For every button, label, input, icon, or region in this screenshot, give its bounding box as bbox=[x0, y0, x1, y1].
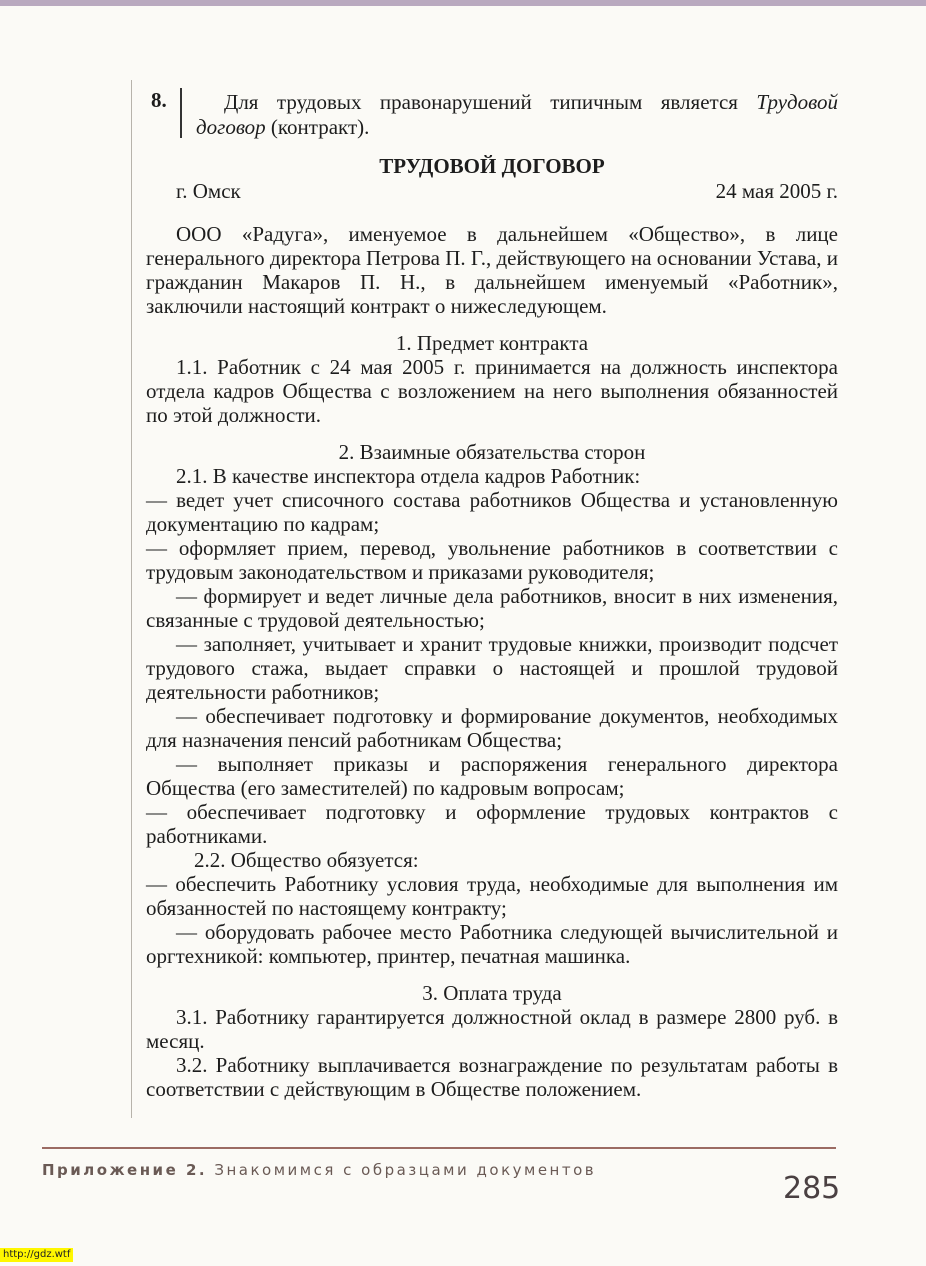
clause-1-1: 1.1. Работник с 24 мая 2005 г. принимается на должность инспектора отдела кадров Общества с возложением на него выполнения обязанностей по этой должности. bbox=[146, 355, 838, 427]
duty-item: — обеспечивает подготовку и формирование документов, необходимых для назначения пенсий работникам Общества; bbox=[146, 704, 838, 752]
clause-2-2: 2.2. Общество обязуется: bbox=[194, 848, 419, 872]
contract-title: ТРУДОВОЙ ДОГОВОР bbox=[379, 154, 605, 178]
preamble: ООО «Радуга», именуемое в дальнейшем «Общество», в лице генерального директора Петрова П. Г., действующего на основании Устава, и гражданин Макаров П. Н., в дальнейшем именуемый «Работник», заключили настоящий контракт о нижеследующем. bbox=[146, 222, 838, 318]
footer-label-bold: Приложение 2. bbox=[42, 1161, 208, 1179]
duty-item: — оформляет прием, перевод, увольнение работников в соответствии с трудовым законодательством и приказами руководителя; bbox=[146, 536, 838, 584]
clause-2-1: 2.1. В качестве инспектора отдела кадров Работник: bbox=[176, 464, 641, 488]
contract-date: 24 мая 2005 г. bbox=[715, 179, 838, 203]
clause-3-2: 3.2. Работнику выплачивается вознаграждение по результатам работы в соответствии с действующим в Обществе положением. bbox=[146, 1053, 838, 1101]
obligation-item: — обеспечить Работнику условия труда, необходимые для выполнения им обязанностей по настоящему контракту; bbox=[146, 872, 838, 920]
duty-item: — заполняет, учитывает и хранит трудовые книжки, производит подсчет трудового стажа, выдает справки о настоящей и прошлой трудовой деятельности работников; bbox=[146, 632, 838, 704]
contract-place: г. Омск bbox=[176, 179, 241, 203]
clause-3-1: 3.1. Работнику гарантируется должностной оклад в размере 2800 руб. в месяц. bbox=[146, 1005, 838, 1053]
section-heading-3: 3. Оплата труда bbox=[422, 981, 562, 1005]
footer-label-rest: Знакомимся с образцами документов bbox=[207, 1161, 597, 1179]
duty-item: — формирует и ведет личные дела работников, вносит в них изменения, связанные с трудовой деятельностью; bbox=[146, 584, 838, 632]
duty-item: — ведет учет списочного состава работников Общества и установленную документацию по кадрам; bbox=[146, 488, 838, 536]
task-text-lead: Для трудовых правонарушений типичным является bbox=[224, 90, 757, 114]
task-number-bar bbox=[180, 88, 182, 138]
obligation-item: — оборудовать рабочее место Работника следующей вычислительной и оргтехникой: компьютер, принтер, печатная машинка. bbox=[146, 920, 838, 968]
margin-rule bbox=[131, 80, 132, 1118]
footer-label bbox=[42, 1160, 596, 1180]
duty-item: — выполняет приказы и распоряжения генерального директора Общества (его заместителей) по кадровым вопросам; bbox=[146, 752, 838, 800]
contract-body bbox=[146, 222, 838, 1101]
top-color-band bbox=[0, 0, 926, 6]
duty-item: — обеспечивает подготовку и оформление трудовых контрактов с работниками. bbox=[146, 800, 838, 848]
task-number: 8. bbox=[151, 88, 167, 112]
footer-rule bbox=[42, 1147, 836, 1149]
task-text bbox=[196, 90, 838, 140]
task-text-tail: (контракт). bbox=[265, 115, 370, 139]
page-number: 285 bbox=[783, 1171, 841, 1206]
section-heading-2: 2. Взаимные обязательства сторон bbox=[338, 440, 646, 464]
watermark-link[interactable]: http://gdz.wtf bbox=[0, 1248, 73, 1262]
section-heading-1: 1. Предмет контракта bbox=[395, 331, 589, 355]
task-text-italic: Трудовой договор bbox=[196, 90, 838, 139]
